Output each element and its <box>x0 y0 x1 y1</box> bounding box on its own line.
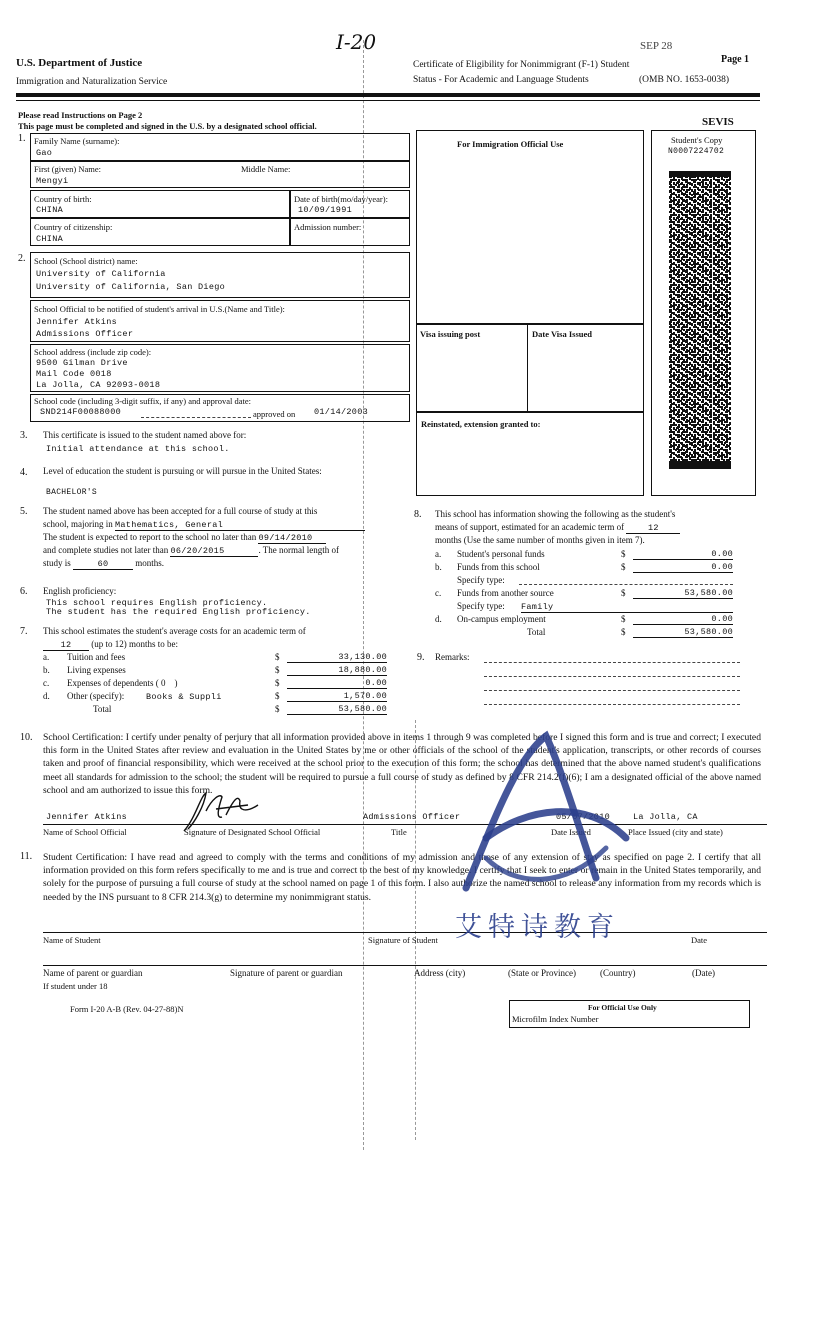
family-name-value: Gao <box>36 148 53 158</box>
item7-total-label: Total <box>93 704 112 714</box>
school-address-line-2: Mail Code 0018 <box>36 369 112 379</box>
sevis-id: N0007224702 <box>668 147 725 156</box>
date-of-birth-box <box>290 190 410 218</box>
official-title-label: Title <box>391 827 407 837</box>
official-name-label: Name of School Official <box>43 827 127 837</box>
item7-row <box>43 678 393 691</box>
header-rule-thin <box>16 100 760 101</box>
school-name-line-2: University of California, San Diego <box>36 282 226 292</box>
item-number-10: 10. <box>20 732 33 743</box>
item8-row-label: Funds from another source <box>457 588 554 598</box>
item-number-7: 7. <box>20 626 28 637</box>
header-rule-thick <box>16 93 760 97</box>
visa-post-box <box>416 324 528 412</box>
official-use-box <box>509 1000 750 1028</box>
item8-row <box>435 562 745 575</box>
school-code-label: School code (including 3-digit suffix, if any) and approval date: <box>34 396 252 406</box>
student-certification-text: Student Certification: I have read and agreed to comply with the terms and conditions of my admission and those of any extension of stay as specified on page 2. I certify that all information provided on this form refers specifically to me and is true and correct to the best of my knowledge. I certify that I seek to enter or remain in the United States temporarily, and solely for the purpose of pursuing a full course of study at the school named on page 1 of this form. I also authorize the named school to release any information from my records which is needed by the INS pursuant to 8 CFR 214.3(g) to determine my nonimmigrant status. <box>43 852 761 903</box>
item5-complete-label: and complete studies not later than <box>43 545 169 555</box>
item7-row-key: a. <box>43 652 50 662</box>
item-number-8: 8. <box>414 509 422 520</box>
country-of-birth-label: Country of birth: <box>34 194 92 204</box>
item7-row-key: d. <box>43 691 50 701</box>
watermark-text: 艾特诗教育 <box>455 912 620 943</box>
microfilm-label: Microfilm Index Number <box>512 1014 599 1024</box>
school-address-label: School address (include zip code): <box>34 347 152 357</box>
school-certification-text: School Certification: I certify under penalty of perjury that all information provided above in items 1 through 9 was completed before I signed this form and is true and correct; I executed this form in the United States after review and evaluation in the United States by me or other officials of the school of the student's application, transcripts, or other records of courses taken and proof of financial responsibility, which were received at the school prior to the execution of this form; the school has determined that the above named student's qualifications meet all standards for admission to the school; the student will be required to pursue a full course of study as defined by 8 CFR 214.2(f)(6); I am a designated official of the above named school and am authorized to issue this form. <box>43 732 761 796</box>
school-name-label: School (School district) name: <box>34 256 138 266</box>
citizenship-label: Country of citizenship: <box>34 222 113 232</box>
item7-row-value: 33,130.00 <box>287 652 387 663</box>
item8-row-key: a. <box>435 549 442 559</box>
school-code-underline <box>141 417 251 418</box>
item7-total-value: 53,580.00 <box>287 704 387 715</box>
item7-total-row <box>43 704 393 717</box>
date-stamp: SEP 28 <box>640 40 673 52</box>
official-title-value: Admissions Officer <box>363 812 461 822</box>
approved-on-label: approved on <box>253 409 296 419</box>
item8-row-key: b. <box>435 562 442 572</box>
item7-row <box>43 665 393 678</box>
item8-row-label: Funds from this school <box>457 562 540 572</box>
item7-row-value: 18,880.00 <box>287 665 387 676</box>
item5-study-label: study is <box>43 558 71 568</box>
item-number-11: 11. <box>20 851 33 862</box>
item8-means-label: means of support, estimated for an academic term of <box>435 522 625 532</box>
item5-line-2 <box>43 519 365 531</box>
item8-total-value: 53,580.00 <box>633 627 733 638</box>
item7-row <box>43 691 393 704</box>
item7-row-value: 0.00 <box>287 678 387 689</box>
item8-support-list <box>435 549 745 640</box>
school-code-value: SND214F00088000 <box>40 407 122 417</box>
item8-row <box>435 601 745 614</box>
first-name-value: Mengyi <box>36 176 69 186</box>
official-signature-label: Signature of Designated School Official <box>184 827 321 837</box>
dollar-sign: $ <box>621 588 626 598</box>
school-address-line-3: La Jolla, CA 92093-0018 <box>36 380 161 390</box>
item4-text: Level of education the student is pursuing or will pursue in the United States: <box>43 466 322 476</box>
immigration-use-label: For Immigration Official Use <box>457 139 564 149</box>
item5-line-5 <box>43 558 164 570</box>
student-signature-rule <box>43 932 767 933</box>
item7-row-key: c. <box>43 678 50 688</box>
item7-cost-list <box>43 652 393 717</box>
item7-months-label: (up to 12) months to be: <box>91 639 178 649</box>
item-number-1: 1. <box>18 133 26 144</box>
item8-row <box>435 614 745 627</box>
item5-major-label: school, majoring in <box>43 519 113 529</box>
dollar-sign: $ <box>275 691 280 701</box>
read-instructions: Please read Instructions on Page 2 <box>18 110 143 120</box>
dollar-sign: $ <box>275 704 280 714</box>
parent-name-label: Name of parent or guardian <box>43 968 143 978</box>
item5-report-label: The student is expected to report to the school no later than <box>43 532 257 542</box>
item8-row-value: 0.00 <box>633 549 733 560</box>
item7-line-1: This school estimates the student's average costs for an academic term of <box>43 626 306 636</box>
item5-normal-length-label: . The normal length of <box>258 545 340 555</box>
item-number-5: 5. <box>20 506 28 517</box>
item8-specify-value: Family <box>521 602 733 613</box>
item8-row <box>435 575 745 588</box>
parent-signature-rule <box>43 965 767 966</box>
citizenship-value: CHINA <box>36 234 64 244</box>
school-name-box <box>30 252 410 298</box>
student-name-label: Name of Student <box>43 935 101 945</box>
immigration-use-box <box>416 130 644 324</box>
item8-line-2 <box>435 522 680 534</box>
item5-length-value: 60 <box>73 559 133 570</box>
student-date-label: Date <box>691 935 708 945</box>
remarks-line-2 <box>484 676 740 677</box>
barcode-graphic <box>669 171 731 469</box>
item-number-3: 3. <box>20 430 28 441</box>
item5-complete-value: 06/20/2015 <box>170 546 258 557</box>
form-number: Form I-20 A-B (Rev. 04-27-88)N <box>70 1004 184 1014</box>
item7-row-label: Living expenses <box>67 665 126 675</box>
item8-specify-label: Specify type: <box>457 575 505 585</box>
school-address-box <box>30 344 410 392</box>
official-signature-rule <box>43 824 767 825</box>
school-code-box <box>30 394 410 422</box>
item-number-2: 2. <box>18 253 26 264</box>
remarks-line-3 <box>484 690 740 691</box>
reinstated-label: Reinstated, extension granted to: <box>421 419 541 429</box>
item-number-4: 4. <box>20 467 28 478</box>
handwritten-note: I-20 <box>336 30 377 54</box>
admission-number-label: Admission number: <box>294 222 362 232</box>
item8-specify-label: Specify type: <box>457 601 505 611</box>
sevis-label: SEVIS <box>702 116 734 128</box>
item8-line-3: months (Use the same number of months given in item 7). <box>435 535 645 545</box>
school-address-line-1: 9500 Gilman Drive <box>36 358 128 368</box>
item4-value: BACHELOR'S <box>46 488 98 497</box>
date-of-birth-label: Date of birth(mo/day/year): <box>294 194 388 204</box>
item7-line-2 <box>43 639 178 651</box>
admission-number-box <box>290 218 410 246</box>
item5-line-1: The student named above has been accepted for a full course of study at this <box>43 506 318 516</box>
omb-number: (OMB NO. 1653-0038) <box>639 75 729 85</box>
under-18-note: If student under 18 <box>43 981 108 991</box>
item3-value: Initial attendance at this school. <box>46 444 230 454</box>
item5-line-3 <box>43 532 326 544</box>
item-number-9: 9. <box>417 652 425 663</box>
approved-date-value: 01/14/2003 <box>314 407 369 417</box>
remarks-line-4 <box>484 704 740 705</box>
given-name-box <box>30 161 410 188</box>
item8-line-1: This school has information showing the following as the student's <box>435 509 676 519</box>
item-number-6: 6. <box>20 586 28 597</box>
item9-remarks-label: Remarks: <box>435 652 470 662</box>
item8-row-value: 0.00 <box>633 614 733 625</box>
date-issued-label: Date Issued <box>551 827 591 837</box>
item6-value-2: The student has the required English proficiency. <box>46 607 311 617</box>
school-official-title: Admissions Officer <box>36 329 134 339</box>
official-name-value: Jennifer Atkins <box>46 812 128 822</box>
dollar-sign: $ <box>275 652 280 662</box>
item7-row-key: b. <box>43 665 50 675</box>
sevis-barcode-box <box>651 130 756 496</box>
item5-line-4 <box>43 545 339 557</box>
item8-row <box>435 549 745 562</box>
parent-date-label: (Date) <box>692 968 715 978</box>
item8-row-label: On-campus employment <box>457 614 546 624</box>
item7-row-label: Other (specify): <box>67 691 125 701</box>
item8-row-key: d. <box>435 614 442 624</box>
item8-months-value: 12 <box>626 523 680 534</box>
item8-total-row <box>435 627 745 640</box>
item7-months-value: 12 <box>43 640 89 651</box>
dollar-sign: $ <box>621 627 626 637</box>
item5-months-label: months. <box>135 558 165 568</box>
item7-other-specify: Books & Suppli <box>146 692 222 702</box>
agency-name: Immigration and Naturalization Service <box>16 77 168 87</box>
official-use-label: For Official Use Only <box>588 1003 657 1012</box>
date-visa-label: Date Visa Issued <box>532 329 592 339</box>
item8-row-key: c. <box>435 588 442 598</box>
first-name-label: First (given) Name: <box>34 164 102 174</box>
family-name-label: Family Name (surname): <box>34 136 120 146</box>
item7-row <box>43 652 393 665</box>
specify-line <box>519 584 733 585</box>
reinstated-box <box>416 412 644 496</box>
citizenship-box <box>30 218 290 246</box>
item8-total-label: Total <box>527 627 546 637</box>
item8-row <box>435 588 745 601</box>
students-copy-label: Student's Copy <box>671 135 723 145</box>
school-official-name: Jennifer Atkins <box>36 317 118 327</box>
watermark-logo <box>446 728 646 898</box>
visa-post-label: Visa issuing post <box>420 329 481 339</box>
family-name-box <box>30 133 410 161</box>
parent-signature-label: Signature of parent or guardian <box>230 968 343 978</box>
dollar-sign: $ <box>621 549 626 559</box>
school-official-box <box>30 300 410 342</box>
item8-row-label: Student's personal funds <box>457 549 545 559</box>
must-complete-notice: This page must be completed and signed in the U.S. by a designated school official. <box>18 121 317 131</box>
cert-title-2: Status - For Academic and Language Students <box>413 75 589 85</box>
student-signature-label: Signature of Student <box>368 935 438 945</box>
country-of-birth-box <box>30 190 290 218</box>
date-visa-box <box>527 324 644 412</box>
item5-major-value: Mathematics, General <box>115 520 365 531</box>
date-issued-value: 05/07/2010 <box>556 812 611 822</box>
item8-row-value: 53,580.00 <box>633 588 733 599</box>
item7-row-value: 1,570.00 <box>287 691 387 702</box>
state-label: (State or Province) <box>508 968 576 978</box>
address-city-label: Address (city) <box>414 968 466 978</box>
item7-row-label: Expenses of dependents ( 0 ) <box>67 678 178 688</box>
dollar-sign: $ <box>621 614 626 624</box>
country-label: (Country) <box>600 968 636 978</box>
item8-row-value: 0.00 <box>633 562 733 573</box>
item5-report-value: 09/14/2010 <box>258 533 326 544</box>
place-issued-label: Place Issued (city and state) <box>628 827 723 837</box>
remarks-line-1 <box>484 662 740 663</box>
date-of-birth-value: 10/09/1991 <box>298 205 353 215</box>
country-of-birth-value: CHINA <box>36 205 64 215</box>
school-name-line-1: University of California <box>36 269 166 279</box>
dollar-sign: $ <box>275 665 280 675</box>
item3-text: This certificate is issued to the student named above for: <box>43 430 247 440</box>
school-official-label: School Official to be notified of student's arrival in U.S.(Name and Title): <box>34 304 285 314</box>
dollar-sign: $ <box>275 678 280 688</box>
item7-row-label: Tuition and fees <box>67 652 126 662</box>
cert-title-1: Certificate of Eligibility for Nonimmigrant (F-1) Student <box>413 60 630 70</box>
middle-name-label: Middle Name: <box>241 164 291 174</box>
item6-text: English proficiency: <box>43 586 117 596</box>
place-issued-value: La Jolla, CA <box>633 812 698 822</box>
item6-value-1: This school requires English proficiency. <box>46 598 268 608</box>
page-number: Page 1 <box>721 54 750 65</box>
dept-name: U.S. Department of Justice <box>16 57 143 69</box>
dollar-sign: $ <box>621 562 626 572</box>
